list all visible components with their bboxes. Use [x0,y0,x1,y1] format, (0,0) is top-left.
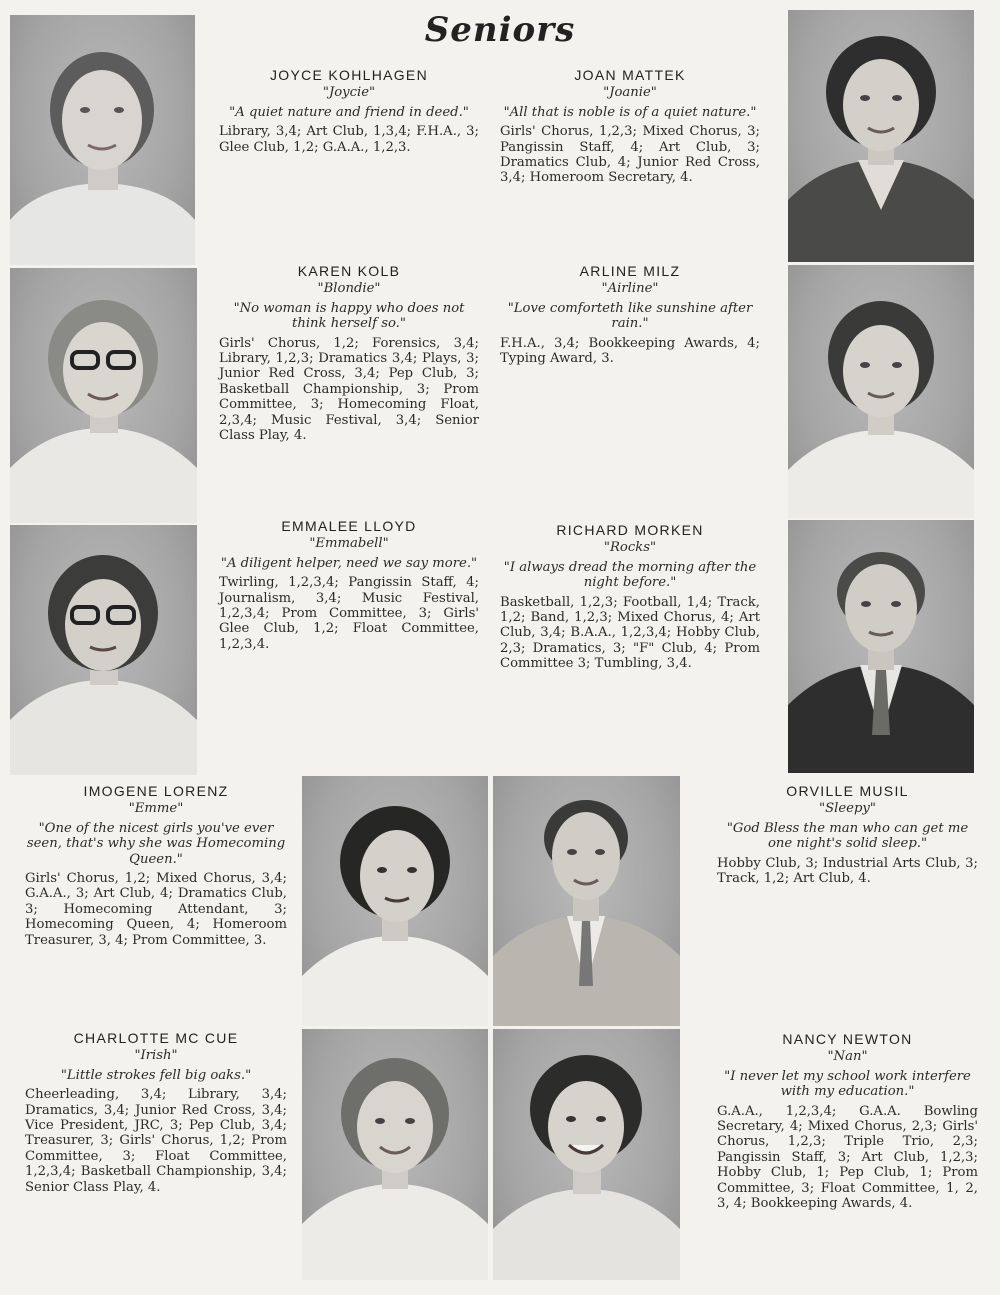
student-activities: Hobby Club, 3; Industrial Arts Club, 3; Track, 1,2; Art Club, 4. [717,855,978,887]
student-name: NANCY NEWTON [782,1031,913,1047]
student-portrait-musil [493,776,680,1026]
student-name: IMOGENE LORENZ [83,783,229,799]
student-portrait-newton [493,1029,680,1280]
student-quote: "Love comforteth like sunshine after rain." [507,300,753,332]
student-activities: Girls' Chorus, 1,2,3; Mixed Chorus, 3; Pangissin Staff, 4; Art Club, 3; Dramatics Club, 4; Junior Red Cross, 3,4; Homeroom Secretary, 4. [500,124,760,186]
student-nickname: "Emmabell" [309,536,389,552]
student-activities: Cheerleading, 3,4; Library, 3,4; Dramatics, 3,4; Junior Red Cross, 3,4; Vice President, JRC, 3; Pep Club, 3,4; Treasurer, 3; Girls' Chorus, 1,2; Prom Committee, 3; Float Committee, 1,2,3,4; Basketball Championship, 3,4; Senior Class Play, 4. [25,1087,287,1195]
student-activities: F.H.A., 3,4; Bookkeeping Awards, 4; Typing Award, 3. [500,335,760,367]
student-quote: "Little strokes fell big oaks." [60,1067,252,1083]
entry-mattek [500,68,760,186]
student-quote: "All that is noble is of a quiet nature." [503,104,757,120]
student-quote: "I always dread the morning after the night before." [503,559,757,591]
entry-lorenz [25,784,287,948]
student-nickname: "Joycie" [322,85,376,101]
student-name: KAREN KOLB [297,263,401,279]
entry-musil [717,784,978,886]
student-portrait-lorenz [302,776,488,1026]
entry-lloyd [219,519,479,652]
student-quote: "A diligent helper, need we say more." [220,555,478,571]
entry-newton [717,1032,978,1211]
student-activities: Twirling, 1,2,3,4; Pangissin Staff, 4; Journalism, 3,4; Music Festival, 1,2,3,4; Prom Committee, 3; Girls' Glee Club, 1,2; Float Committee, 1,2,3,4. [219,575,479,652]
student-activities: Girls' Chorus, 1,2; Forensics, 3,4; Library, 1,2,3; Dramatics 3,4; Plays, 3; Junior Red Cross, 3,4; Pep Club, 3; Basketball Championship, 3; Prom Committee, 3; Homecoming Float, 2,3,4; Music Festival, 3,4; Senior Class Play, 4. [219,335,479,444]
page-title: Seniors [424,10,576,50]
student-quote: "No woman is happy who does not think herself so." [233,300,465,332]
student-portrait-milz [788,265,974,518]
student-portrait-morken [788,520,974,773]
student-name: JOAN MATTEK [574,67,686,83]
student-portrait-mattek [788,10,974,262]
student-portrait-kohlhagen [10,15,195,265]
student-quote: "A quiet nature and friend in deed." [229,104,469,120]
student-portrait-kolb [10,268,197,523]
entry-kohlhagen [219,68,479,155]
student-name: ORVILLE MUSIL [786,783,909,799]
student-name: EMMALEE LLOYD [281,518,417,534]
student-activities: Library, 3,4; Art Club, 1,3,4; F.H.A., 3; Glee Club, 1,2; G.A.A., 1,2,3. [219,124,479,155]
student-name: RICHARD MORKEN [556,522,704,538]
student-activities: Basketball, 1,2,3; Football, 1,4; Track, 1,2; Band, 1,2,3; Mixed Chorus, 4; Art Club, 3,4; B.A.A., 1,2,3,4; Hobby Club, 2,3; Dramatics, 3; "F" Club, 4; Prom Committee 3; Tumbling, 3,4. [500,594,760,672]
student-quote: "I never let my school work interfere with my education." [724,1068,971,1100]
student-nickname: "Airline" [601,281,659,297]
student-activities: Girls' Chorus, 1,2; Mixed Chorus, 3,4; G.A.A., 3; Art Club, 4; Dramatics Club, 3; Homecoming Attendant, 3; Homecoming Queen, 4; Homeroom Treasurer, 3, 4; Prom Committee, 3. [25,871,287,948]
student-nickname: "Emme" [128,801,184,817]
student-quote: "One of the nicest girls you've ever seen, that's why she was Homecoming Queen." [26,820,286,867]
student-name: ARLINE MILZ [579,263,681,279]
student-portrait-lloyd [10,525,197,775]
student-nickname: "Nan" [827,1049,868,1065]
student-nickname: "Blondie" [317,281,381,297]
student-portrait-mccue [302,1029,488,1280]
student-nickname: "Sleepy" [819,801,876,817]
entry-morken [500,523,760,672]
student-name: JOYCE KOHLHAGEN [270,67,428,83]
student-nickname: "Irish" [134,1048,178,1064]
entry-mccue [25,1031,287,1195]
entry-kolb [219,264,479,443]
student-nickname: "Joanie" [603,85,657,101]
student-nickname: "Rocks" [603,540,657,556]
student-activities: G.A.A., 1,2,3,4; G.A.A. Bowling Secretary, 4; Mixed Chorus, 2,3; Girls' Chorus, 1,2,3; Triple Trio, 2,3; Pangissin Staff, 3; Art Club, 1,2,3; Hobby Club, 1; Pep Club, 1; Prom Committee, 3; Float Committee, 1, 2, 3, 4; Bookkeeping Awards, 4. [717,1103,978,1212]
entry-milz [500,264,760,366]
student-quote: "God Bless the man who can get me one night's solid sleep." [726,820,969,852]
student-name: CHARLOTTE MC CUE [73,1030,239,1046]
